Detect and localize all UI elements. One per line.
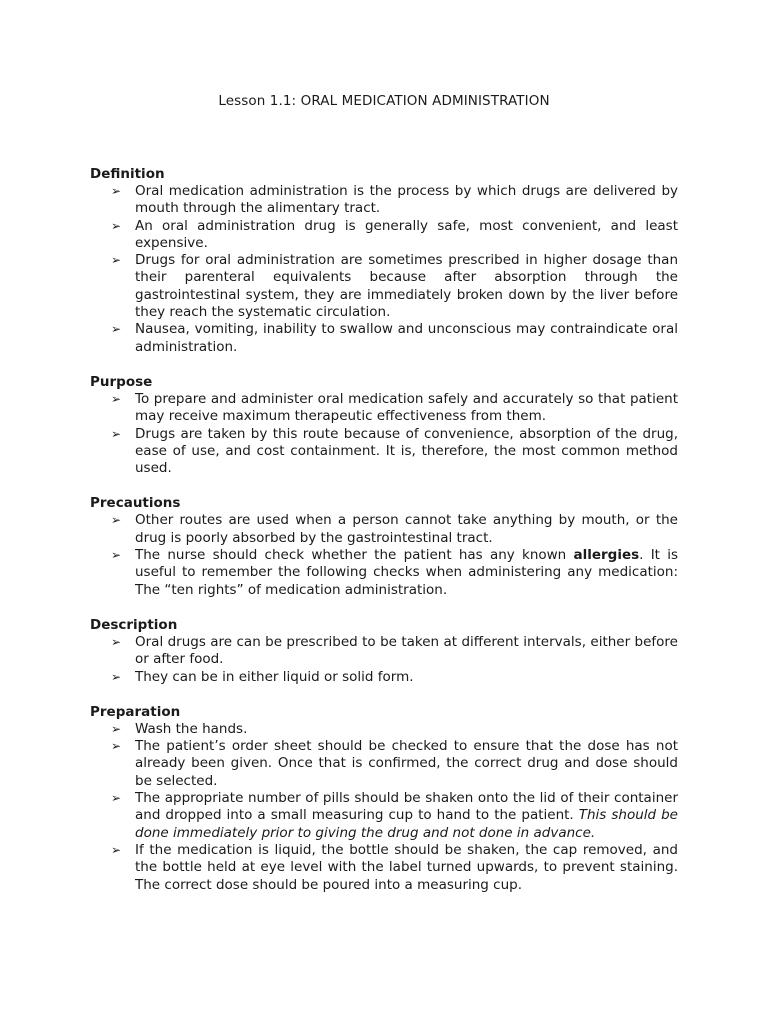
list-item-text: . It is useful to remember the following checks when administering any medication: The “ten rights” of medication administration. <box>135 547 678 598</box>
list-item <box>90 391 678 426</box>
list-item <box>90 218 678 253</box>
list-item-text: Oral medication administration is the process by which drugs are delivered by mouth through the alimentary tract. <box>135 183 678 217</box>
document-body <box>90 165 678 894</box>
page-title: Lesson 1.1: ORAL MEDICATION ADMINISTRATION <box>218 93 550 109</box>
bullet-list <box>90 183 678 356</box>
list-item <box>90 426 678 478</box>
bullet-list <box>90 391 678 477</box>
list-item-text: Oral drugs are can be prescribed to be taken at different intervals, either before or after food. <box>135 633 678 668</box>
list-item-text: Wash the hands. <box>135 720 248 737</box>
italic-note: This should be done immediately prior to giving the drug and not done in advance. <box>135 807 678 841</box>
section-heading-preparation: Preparation <box>90 703 181 720</box>
arrow-bullet-icon: ➢ <box>111 218 122 233</box>
arrow-bullet-icon: ➢ <box>111 842 122 857</box>
section-precautions <box>90 494 678 598</box>
section-spacer <box>90 686 678 703</box>
bullet-list <box>90 634 678 686</box>
arrow-bullet-icon: ➢ <box>111 739 122 754</box>
allergies-emphasis: allergies <box>573 547 640 564</box>
list-item <box>90 252 678 321</box>
arrow-bullet-icon: ➢ <box>111 791 122 806</box>
section-spacer <box>90 356 678 373</box>
list-item-text: If the medication is liquid, the bottle should be shaken, the cap removed, and the bottle held at eye level with the label turned upwards, to prevent staining. The correct dose should be poured into a measuring cup. <box>135 841 678 893</box>
list-item-text: Drugs are taken by this route because of convenience, absorption of the drug, ease of use, and cost containment. It is, therefore, the most common method used. <box>135 425 678 477</box>
list-item-text: The appropriate number of pills should be shaken onto the lid of their container and dropped into a small measuring cup to hand to the patient. <box>135 790 678 824</box>
arrow-bullet-icon: ➢ <box>111 548 122 563</box>
list-item-text: The patient’s order sheet should be checked to ensure that the dose has not already been given. Once that is confirmed, the correct drug and dose should be selected. <box>135 738 678 789</box>
arrow-bullet-icon: ➢ <box>111 513 122 528</box>
section-description <box>90 616 678 686</box>
list-item-text: The nurse should check whether the patient has any known <box>135 547 574 564</box>
list-item <box>90 512 678 547</box>
arrow-bullet-icon: ➢ <box>111 721 122 736</box>
section-purpose <box>90 373 678 477</box>
list-item <box>90 547 678 599</box>
list-item <box>90 790 678 842</box>
list-item <box>90 321 678 356</box>
bullet-list <box>90 721 678 894</box>
section-heading-definition: Definition <box>90 166 165 182</box>
arrow-bullet-icon: ➢ <box>111 391 122 406</box>
section-heading-precautions: Precautions <box>90 495 181 512</box>
section-preparation <box>90 703 678 894</box>
arrow-bullet-icon: ➢ <box>111 634 122 649</box>
list-item-text: Nausea, vomiting, inability to swallow and unconscious may contraindicate oral administration. <box>135 321 678 355</box>
bullet-list <box>90 512 678 598</box>
arrow-bullet-icon: ➢ <box>111 669 122 684</box>
list-item-text: An oral administration drug is generally safe, most convenient, and least expensive. <box>135 217 678 251</box>
list-item <box>90 738 678 790</box>
list-item <box>90 634 678 669</box>
section-spacer <box>90 477 678 494</box>
list-item <box>90 669 678 686</box>
section-heading-purpose: Purpose <box>90 373 153 390</box>
section-spacer <box>90 599 678 616</box>
list-item-text: To prepare and administer oral medication safely and accurately so that patient may receive maximum therapeutic effectiveness from them. <box>135 390 678 425</box>
arrow-bullet-icon: ➢ <box>111 322 122 337</box>
section-definition <box>90 165 678 356</box>
arrow-bullet-icon: ➢ <box>111 426 122 441</box>
list-item <box>90 183 678 218</box>
list-item-text: Other routes are used when a person cannot take anything by mouth, or the drug is poorly absorbed by the gastrointestinal tract. <box>135 512 678 546</box>
arrow-bullet-icon: ➢ <box>111 184 122 198</box>
arrow-bullet-icon: ➢ <box>111 253 122 268</box>
list-item <box>90 721 678 738</box>
list-item-text: Drugs for oral administration are sometimes prescribed in higher dosage than their parenteral equivalents because after absorption through the gastrointestinal system, they are immediately broken down by the liver before they reach the systematic circulation. <box>135 252 678 321</box>
section-heading-description: Description <box>90 616 178 633</box>
list-item <box>90 842 678 894</box>
list-item-text: They can be in either liquid or solid form. <box>135 668 414 685</box>
